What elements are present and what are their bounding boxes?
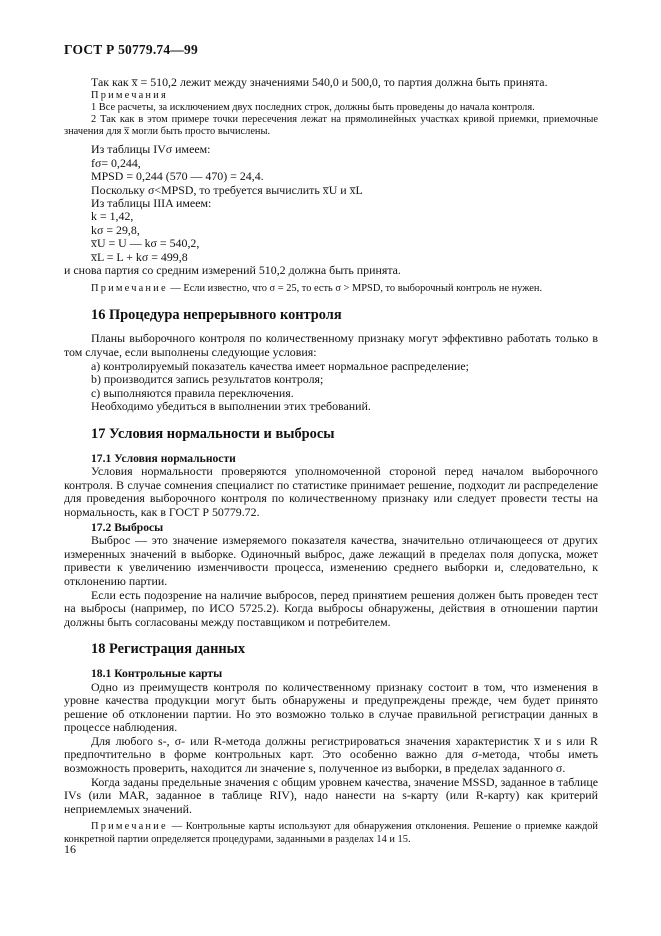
list-item: а) контролируемый показатель качества имеет нормальное распределение; xyxy=(91,358,469,373)
page-content xyxy=(64,76,598,846)
calc-line: kσ = 29,8, xyxy=(91,222,140,237)
section-16-end: Необходимо убедиться в выполнении этих требований. xyxy=(91,399,371,414)
page-number: 16 xyxy=(64,842,76,856)
acceptance-paragraph: Так как x̅ = 510,2 лежит между значениями 540,0 и 500,0, то партия должна быть принята. xyxy=(91,75,548,89)
calc-line: x̅L = L + kσ = 499,8 xyxy=(91,249,188,264)
subsection-18-1-text-3: Когда заданы предельные значения с общим уровнем качества, значение MSSD, заданное в таблице IVs (или MAR, заданное в таблице RIV), надо нанести на s-карту (или R-карту) как критерий неприемлемых значений. xyxy=(64,774,598,816)
list-item: с) выполняются правила переключения. xyxy=(91,385,294,400)
subsection-18-1-text-1: Одно из преимуществ контроля по количественному признаку состоит в том, что изменения в уровне качества продукции могут быть обнаружены и предупреждены прежде, чем будет принято решение об отклонении партии. Но это возможно только в случае правильной регистрации данных в процессе наблюдения. xyxy=(64,679,598,735)
section-17-heading: 17 Условия нормальности и выбросы xyxy=(91,426,335,443)
calc-line: Из таблицы IVσ имеем: xyxy=(91,142,211,157)
section-16-heading: 16 Процедура непрерывного контроля xyxy=(91,306,342,323)
subsection-18-1-text-2: Для любого s-, σ- или R-метода должны регистрироваться значения характеристик x̅ и s или R предпочтительно в форме контрольных карт. Это особенно важно для σ-метода, чтобы иметь возможность проверить, находится ли значение s, полученное из выборки, в пределах заданного σ. xyxy=(64,733,598,776)
note-item-1: 1 Все расчеты, за исключением двух последних строк, должны быть проведены до начала контроля. xyxy=(91,101,535,113)
calc-line: Из таблицы IIIA имеем: xyxy=(91,196,212,211)
subsection-17-2-text-1: Выброс — это значение измеряемого показателя качества, значительно отличающееся от других измеренных значений в выборке. Одиночный выброс, даже лежащий в пределах поля допуска, может привести к увеличению изменчивости процесса, изменению среднего выборки и, следовательно, к отклонению партии. xyxy=(64,533,598,588)
subsection-17-1-text: Условия нормальности проверяются уполномоченной стороной перед началом выборочного контроля. В случае сомнения специалист по статистике принимает решение, подходит ли распределение для проведения выборочного контроля по количественному признаку или следует провести тесты на нормальность, как в ГОСТ Р 50779.72. xyxy=(64,464,598,519)
calc-line: x̅U = U — kσ = 540,2, xyxy=(91,236,200,251)
subsection-17-2-text-2: Если есть подозрение на наличие выбросов, перед принятием решения должен быть проведен тест на выбросы (например, по ИСО 5725.2). Когда выбросы обнаружены, действия в отношении партии должны быть согласованы между поставщиком и потребителем. xyxy=(64,587,598,629)
subsection-17-1-heading: 17.1 Условия нормальности xyxy=(91,451,236,465)
section-16-intro: Планы выборочного контроля по количественному признаку могут эффективно работать только в том случае, если выполнены следующие условия: xyxy=(64,331,598,360)
subsection-18-1-heading: 18.1 Контрольные карты xyxy=(91,666,223,680)
calc-line: fσ= 0,244, xyxy=(91,155,141,170)
calc-line: Поскольку σ<MPSD, то требуется вычислить x̅U и x̅L xyxy=(91,182,363,197)
note-3 xyxy=(64,821,598,845)
note-2-label: Примечание xyxy=(91,282,168,294)
note-2 xyxy=(64,283,598,295)
list-item: b) производится запись результатов контроля; xyxy=(91,372,324,387)
note-3-text: — Контрольные карты используют для обнаружения отклонения. Решение о приемке каждой конкретной партии определяется процедурами, заданными в разделах 14 и 15. xyxy=(64,821,598,845)
note-2-text: — Если известно, что σ = 25, то есть σ > MPSD, то выборочный контроль не нужен. xyxy=(167,282,543,294)
section-18-heading: 18 Регистрация данных xyxy=(91,641,246,658)
calc-line: k = 1,42, xyxy=(91,209,134,224)
conditions-list xyxy=(64,360,598,401)
document-header: ГОСТ Р 50779.74—99 xyxy=(64,42,198,57)
subsection-17-2-heading: 17.2 Выбросы xyxy=(91,520,164,534)
note-3-label: Примечание xyxy=(91,821,168,833)
conclusion-paragraph: и снова партия со средним измерений 510,2 должна быть принята. xyxy=(64,263,401,278)
calc-line: MPSD = 0,244 (570 — 470) = 24,4. xyxy=(91,169,264,184)
note-item-2: 2 Так как в этом примере точки пересечения лежат на прямолинейных участках кривой приемки, приемочные значения для x̅ могли быть просто вычислены. xyxy=(64,114,598,138)
notes-title: Примечания xyxy=(91,89,168,101)
